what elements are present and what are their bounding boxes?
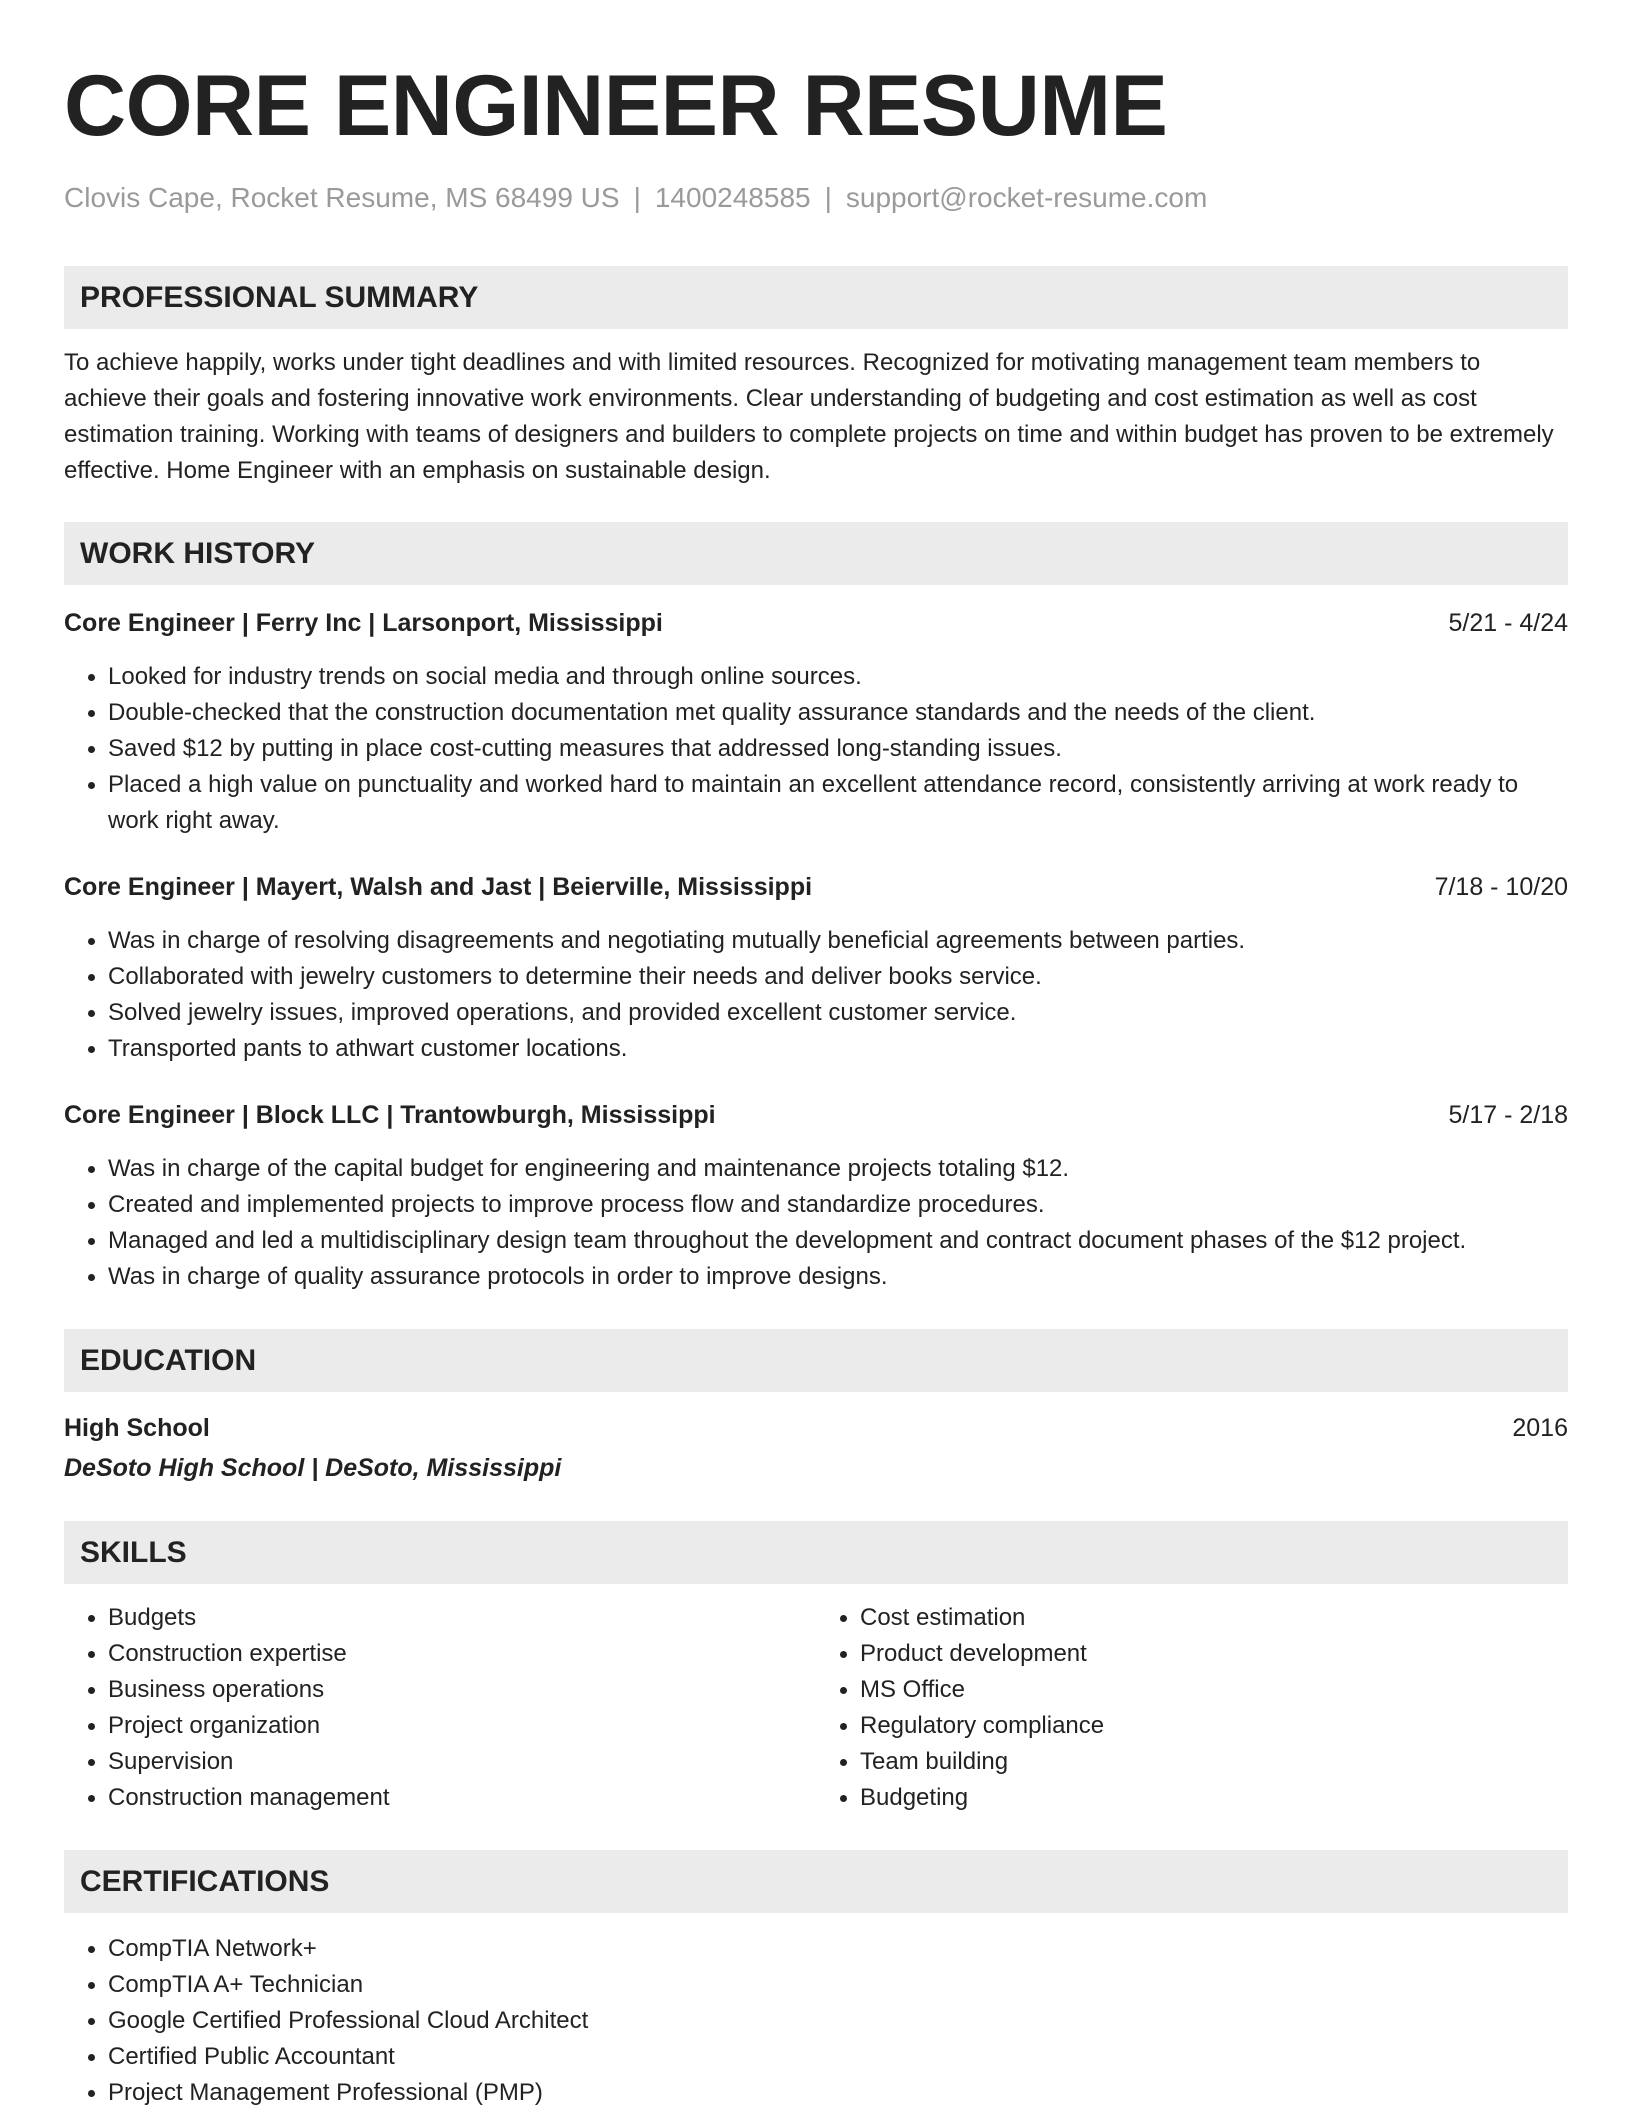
certification-item: • Google Certified Professional Cloud Architect [108,2003,1568,2039]
contact-separator: | [633,182,641,213]
job-bullet: • Transported pants to athwart customer locations. [108,1031,1568,1067]
job-bullet-list [64,1151,1568,1295]
job-entry [64,605,1568,839]
skill-item: • Budgeting [860,1780,1568,1816]
certification-item: • Certified Public Accountant [108,2039,1568,2075]
contact-line [64,178,1568,218]
skill-item: • Supervision [108,1744,816,1780]
skills-section-header: SKILLS [64,1521,1568,1584]
job-bullet-list [64,923,1568,1067]
job-dates: 5/17 - 2/18 [1448,1101,1568,1129]
summary-section-header: PROFESSIONAL SUMMARY [64,266,1568,329]
certifications-list [64,1931,1568,2111]
job-bullet: • Double-checked that the construction documentation met quality assurance standards and the needs of the client. [108,695,1568,731]
job-bullet: • Created and implemented projects to improve process flow and standardize procedures. [108,1187,1568,1223]
job-bullet: • Was in charge of the capital budget for engineering and maintenance projects totaling $12. [108,1151,1568,1187]
contact-address: Clovis Cape, Rocket Resume, MS 68499 US [64,182,620,213]
skill-item: • Product development [860,1636,1568,1672]
job-dates: 5/21 - 4/24 [1448,609,1568,637]
skill-item: • Team building [860,1744,1568,1780]
education-year: 2016 [1512,1414,1568,1442]
job-bullet: • Looked for industry trends on social media and through online sources. [108,659,1568,695]
certification-item: • Project Management Professional (PMP) [108,2075,1568,2111]
job-heading: Core Engineer | Mayert, Walsh and Jast | Beierville, Mississippi [64,873,813,901]
skills-list-right [816,1600,1568,1816]
job-bullet: • Saved $12 by putting in place cost-cutting measures that addressed long-standing issues. [108,731,1568,767]
job-heading: Core Engineer | Block LLC | Trantowburgh, Mississippi [64,1101,716,1129]
education-entry [64,1410,1568,1446]
job-header [64,1097,1568,1133]
skill-item: • MS Office [860,1672,1568,1708]
job-entry [64,869,1568,1067]
job-header [64,605,1568,641]
job-bullet: • Was in charge of quality assurance protocols in order to improve designs. [108,1259,1568,1295]
job-bullet: • Was in charge of resolving disagreements and negotiating mutually beneficial agreements between parties. [108,923,1568,959]
summary-text: To achieve happily, works under tight deadlines and with limited resources. Recognized for motivating management team members to achieve their goals and fostering innovative work environments. Clear understanding of budgeting and cost estimation as well as cost estimation training. Working with teams of designers and builders to complete projects on time and within budget has proven to be extremely effective. Home Engineer with an emphasis on sustainable design. [64,349,1554,484]
skills-columns [64,1600,1568,1816]
work-history-section-header: WORK HISTORY [64,522,1568,585]
skill-item: • Regulatory compliance [860,1708,1568,1744]
contact-phone: 1400248585 [654,182,811,213]
skill-item: • Construction expertise [108,1636,816,1672]
job-bullet: • Placed a high value on punctuality and worked hard to maintain an excellent attendance record, consistently arriving at work ready to work right away. [108,767,1568,839]
job-entry [64,1097,1568,1295]
skill-item: • Cost estimation [860,1600,1568,1636]
job-bullet: • Collaborated with jewelry customers to determine their needs and deliver books service. [108,959,1568,995]
contact-email: support@rocket-resume.com [845,182,1208,213]
education-school: DeSoto High School | DeSoto, Mississippi [64,1454,562,1482]
education-section-header: EDUCATION [64,1329,1568,1392]
skill-item: • Construction management [108,1780,816,1816]
job-dates: 7/18 - 10/20 [1434,873,1568,901]
certifications-section-header: CERTIFICATIONS [64,1850,1568,1913]
skill-item: • Project organization [108,1708,816,1744]
job-bullet: • Managed and led a multidisciplinary design team throughout the development and contract document phases of the $12 project. [108,1223,1568,1259]
certification-item: • CompTIA Network+ [108,1931,1568,1967]
skills-list-left [64,1600,816,1816]
job-bullet: • Solved jewelry issues, improved operations, and provided excellent customer service. [108,995,1568,1031]
job-bullet-list [64,659,1568,839]
certification-item: • CompTIA A+ Technician [108,1967,1568,2003]
resume-title: CORE ENGINEER RESUME [64,58,1168,154]
education-degree: High School [64,1414,210,1442]
job-header [64,869,1568,905]
job-heading: Core Engineer | Ferry Inc | Larsonport, Mississippi [64,609,663,637]
skill-item: • Business operations [108,1672,816,1708]
contact-separator: | [824,182,832,213]
skill-item: • Budgets [108,1600,816,1636]
